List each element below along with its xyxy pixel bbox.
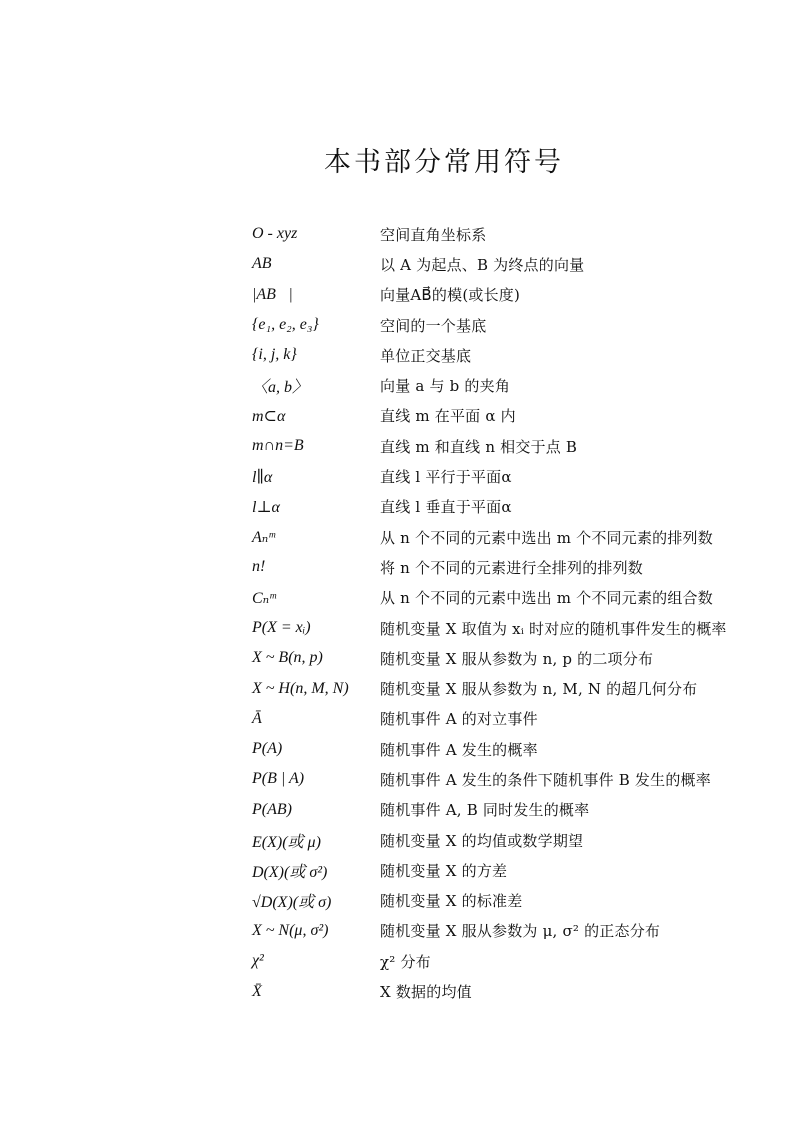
table-row	[252, 583, 772, 613]
symbol-cell: √D(X)(或 σ)	[252, 894, 332, 912]
table-row	[252, 764, 772, 794]
table-row	[252, 704, 772, 734]
symbol-cell: n!	[252, 558, 266, 576]
symbol-cell: O - xyz	[252, 225, 298, 243]
symbol-cell: Aₙᵐ	[252, 529, 275, 547]
symbol-cell: m∩n=B	[252, 437, 304, 455]
table-row	[252, 643, 772, 673]
table-row	[252, 825, 772, 855]
page-title: 本书部分常用符号	[324, 147, 564, 178]
table-row	[252, 795, 772, 825]
table-row	[252, 886, 772, 916]
meaning-cell: 随机事件 A 发生的概率	[380, 740, 538, 759]
meaning-cell: 直线 l 平行于平面α	[380, 468, 512, 487]
table-row	[252, 249, 772, 279]
table-row	[252, 401, 772, 431]
table-row	[252, 734, 772, 764]
meaning-cell: 空间的一个基底	[380, 316, 487, 335]
table-row	[252, 370, 772, 400]
meaning-cell: 随机变量 X 服从参数为 n, p 的二项分布	[380, 649, 654, 668]
table-row	[252, 976, 772, 1006]
symbol-cell: χ²	[252, 952, 264, 970]
symbol-cell: P(X = xᵢ)	[252, 619, 311, 636]
meaning-cell: 以 A 为起点、B 为终点的向量	[380, 255, 585, 274]
meaning-cell: 随机变量 X 的标准差	[380, 892, 523, 911]
meaning-cell: 随机事件 A, B 同时发生的概率	[380, 801, 590, 820]
table-row	[252, 946, 772, 976]
symbol-cell: Cₙᵐ	[252, 589, 276, 607]
meaning-cell: 随机变量 X 的均值或数学期望	[380, 831, 584, 850]
meaning-cell: 随机变量 X 取值为 xᵢ 时对应的随机事件发生的概率	[380, 619, 727, 638]
meaning-cell: 随机变量 X 的方差	[380, 861, 508, 880]
table-row	[252, 613, 772, 643]
symbol-cell: {e₁, e₂, e₃}	[252, 316, 319, 334]
meaning-cell: 单位正交基底	[380, 346, 472, 365]
symbol-cell: X̄	[252, 982, 262, 1000]
symbol-cell: l∥α	[252, 468, 273, 486]
symbol-cell: m⊂α	[252, 407, 286, 425]
symbol-cell: Ā	[252, 709, 262, 727]
table-row	[252, 461, 772, 491]
meaning-cell: 从 n 个不同的元素中选出 m 个不同元素的组合数	[380, 589, 713, 608]
symbol-table	[252, 219, 772, 1007]
meaning-cell: 向量 a 与 b 的夹角	[380, 377, 511, 396]
table-row	[252, 522, 772, 552]
meaning-cell: 向量AB⃗的模(或长度)	[380, 286, 521, 305]
symbol-cell: |AB⃗|	[252, 285, 293, 303]
symbol-cell: 〈a, b〉	[252, 379, 309, 397]
symbol-cell: X ~ H(n, M, N)	[252, 679, 349, 697]
table-row	[252, 310, 772, 340]
table-row	[252, 916, 772, 946]
meaning-cell: 直线 m 和直线 n 相交于点 B	[380, 437, 578, 456]
meaning-cell: 将 n 个不同的元素进行全排列的排列数	[380, 558, 643, 577]
symbol-cell: X ~ N(μ, σ²)	[252, 921, 329, 939]
meaning-cell: 随机事件 A 发生的条件下随机事件 B 发生的概率	[380, 770, 711, 789]
symbol-cell: P(B | A)	[252, 770, 305, 788]
table-row	[252, 219, 772, 249]
table-row	[252, 552, 772, 582]
symbol-cell: {i, j, k}	[252, 346, 297, 364]
meaning-cell: 随机事件 A 的对立事件	[380, 710, 538, 729]
table-row	[252, 673, 772, 703]
symbol-cell: P(A)	[252, 740, 283, 758]
symbol-cell: D(X)(或 σ²)	[252, 863, 328, 881]
symbol-cell: P(AB)	[252, 800, 292, 818]
symbol-cell: E(X)(或 μ)	[252, 833, 321, 851]
meaning-cell: 直线 l 垂直于平面α	[380, 498, 512, 517]
meaning-cell: 随机变量 X 服从参数为 μ, σ² 的正态分布	[380, 922, 661, 941]
symbol-cell: X ~ B(n, p)	[252, 649, 323, 667]
table-row	[252, 492, 772, 522]
meaning-cell: X 数据的均值	[380, 983, 472, 1002]
table-row	[252, 431, 772, 461]
symbol-cell: AB⃗	[252, 255, 284, 273]
symbol-cell: l⊥α	[252, 498, 280, 516]
meaning-cell: 直线 m 在平面 α 内	[380, 407, 516, 426]
table-row	[252, 280, 772, 310]
meaning-cell: χ² 分布	[380, 952, 431, 971]
meaning-cell: 随机变量 X 服从参数为 n, M, N 的超几何分布	[380, 680, 698, 699]
meaning-cell: 从 n 个不同的元素中选出 m 个不同元素的排列数	[380, 528, 713, 547]
table-row	[252, 855, 772, 885]
meaning-cell: 空间直角坐标系	[380, 225, 487, 244]
table-row	[252, 340, 772, 370]
